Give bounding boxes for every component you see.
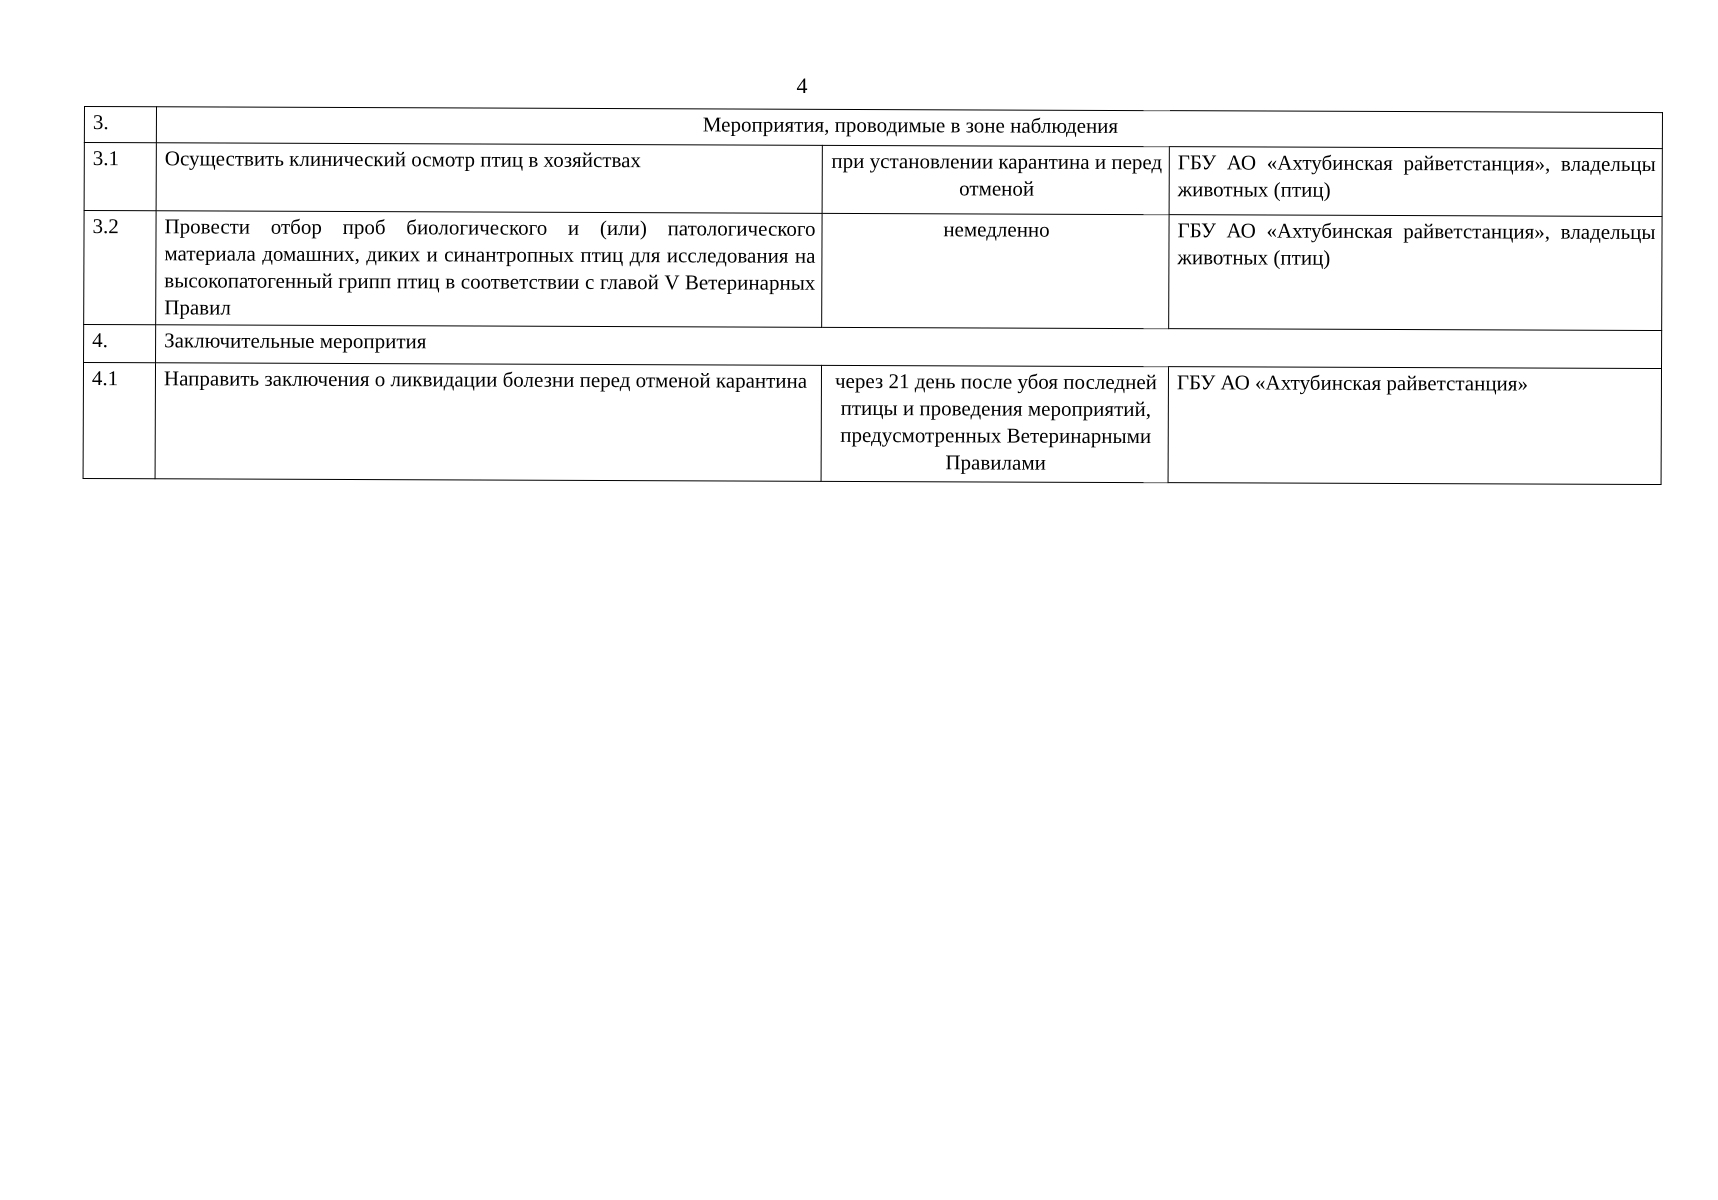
row-term: через 21 день после убоя последней птицы и проведения мероприятий, предусмотренных Ветеринарными Правилами: [821, 365, 1168, 482]
page-number: 4: [796, 73, 808, 98]
section-number: 3.: [84, 107, 156, 143]
row-action: Направить заключения о ликвидации болезни перед отменой карантина: [155, 363, 821, 482]
section-header-row: [84, 325, 1662, 369]
row-number: 4.1: [83, 363, 155, 479]
table-row: [84, 143, 1662, 217]
row-term: при установлении карантина и перед отменой: [822, 145, 1169, 214]
row-responsible: ГБУ АО «Ахтубинская райветстанция»: [1168, 367, 1661, 485]
section-title: Заключительные меропрития: [156, 325, 1662, 369]
section-title: Мероприятия, проводимые в зоне наблюдения: [156, 107, 1662, 149]
row-term: немедленно: [822, 213, 1169, 328]
row-responsible: ГБУ АО «Ахтубинская райветстанция», владельцы животных (птиц): [1169, 147, 1662, 217]
row-number: 3.2: [84, 211, 156, 325]
table-row: [84, 211, 1662, 331]
measures-table: [83, 106, 1663, 485]
row-action: Провести отбор проб биологического и (или) патологического материала домашних, диких и синантропных птиц для исследования на высокопатогенный грипп птиц в соответствии с главой V Ветеринарных Правил: [156, 211, 822, 328]
section-header-row: [84, 107, 1662, 149]
row-number: 3.1: [84, 143, 156, 211]
row-action: Осуществить клинический осмотр птиц в хозяйствах: [156, 143, 822, 214]
section-number: 4.: [84, 325, 156, 363]
table-row: [83, 363, 1661, 485]
row-responsible: ГБУ АО «Ахтубинская райветстанция», владельцы животных (птиц): [1169, 215, 1662, 331]
